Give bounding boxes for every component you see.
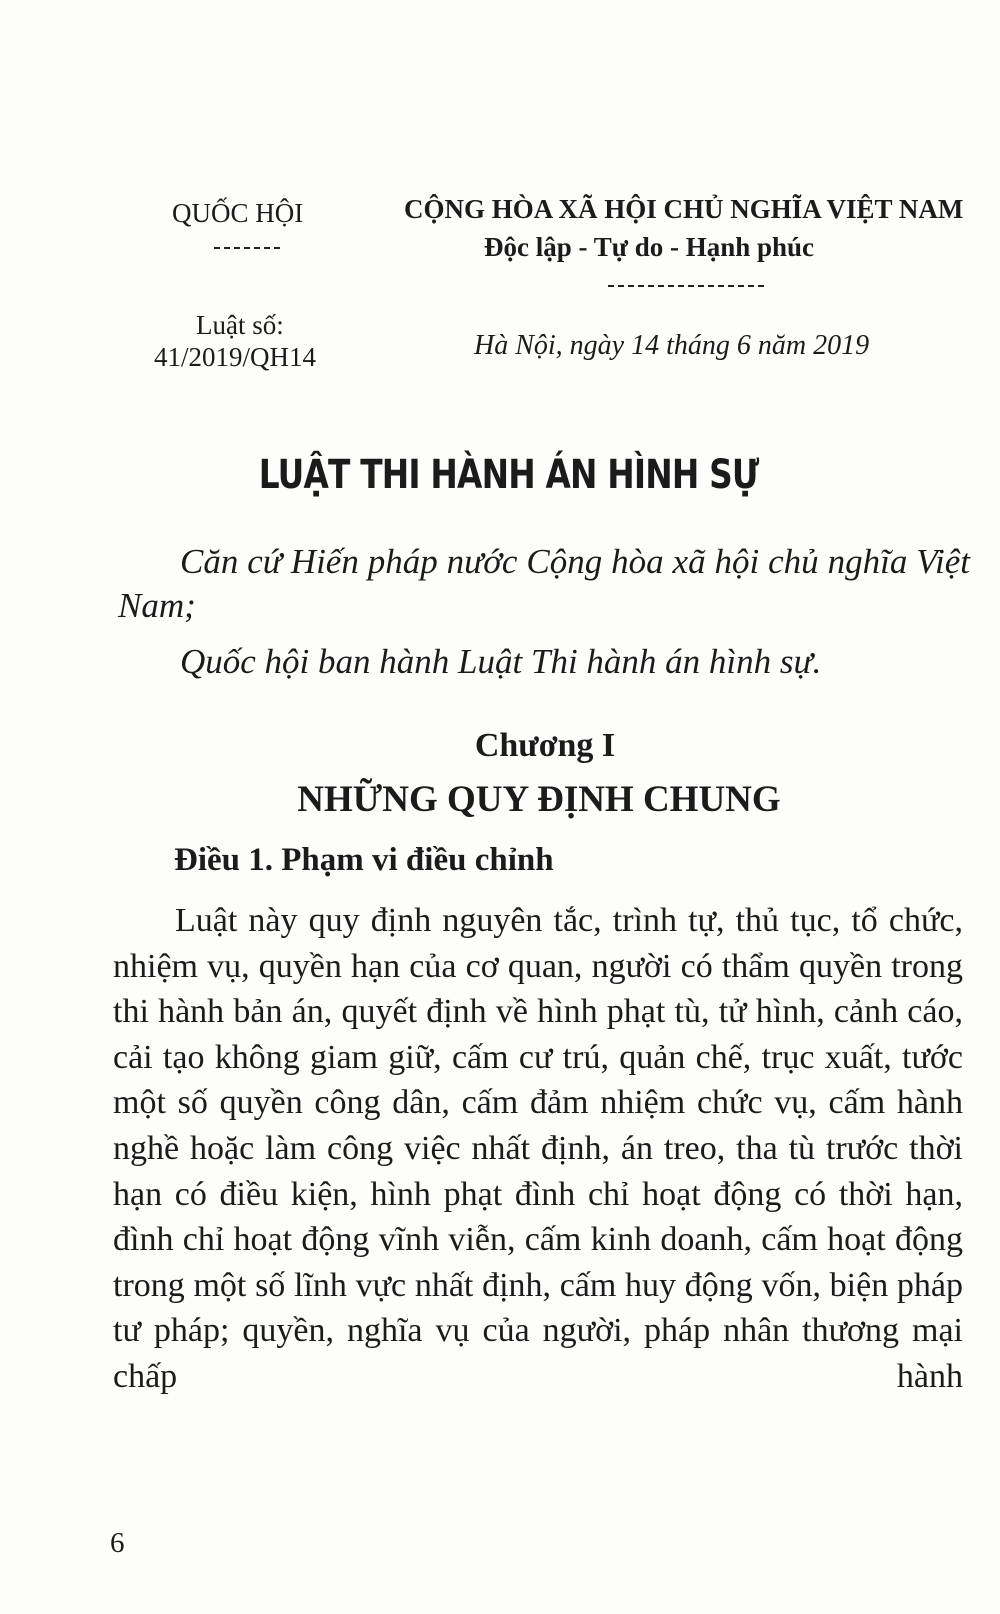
chapter-label: Chương I [474, 727, 616, 764]
issuer-name: QUỐC HỘI [172, 198, 304, 228]
article-heading: Điều 1. Phạm vi điều chỉnh [174, 842, 554, 878]
preamble-enactment: Quốc hội ban hành Luật Thi hành án hình sự. [180, 642, 822, 681]
law-number: 41/2019/QH14 [154, 342, 316, 372]
place-date: Hà Nội, ngày 14 tháng 6 năm 2019 [474, 330, 870, 361]
article-body: Luật này quy định nguyên tắc, trình tự, thủ tục, tổ chức, nhiệm vụ, quyền hạn của cơ quan, người có thẩm quyền trong thi hành bản án, quyết định về hình phạt tù, tử hình, cảnh cáo, cải tạo không giam giữ, cấm cư trú, quản chế, trục xuất, tước một số quyền công dân, cấm đảm nhiệm chức vụ, cấm hành nghề hoặc làm công việc nhất định, án treo, tha tù trước thời hạn có điều kiện, hình phạt đình chỉ hoạt động có thời hạn, đình chỉ hoạt động vĩnh viễn, cấm kinh doanh, cấm hoạt động trong một số lĩnh vực nhất định, cấm huy động vốn, biện pháp tư pháp; quyền, nghĩa vụ của người, pháp nhân thương mại chấp hành [113, 902, 963, 1395]
chapter-name: NHỮNG QUY ĐỊNH CHUNG [297, 779, 781, 820]
page-number: 6 [110, 1527, 125, 1559]
national-motto: Độc lập - Tự do - Hạnh phúc [484, 232, 815, 262]
law-title: LUẬT THI HÀNH ÁN HÌNH SỰ [258, 452, 759, 498]
issuer-separator [214, 247, 280, 249]
motto-separator [608, 285, 764, 287]
country-name: CỘNG HÒA XÃ HỘI CHỦ NGHĨA VIỆT NAM [404, 194, 964, 224]
preamble-basis: Căn cứ Hiến pháp nước Cộng hòa xã hội chủ nghĩa Việt Nam; [118, 542, 970, 625]
law-number-label: Luật số: [196, 310, 284, 340]
